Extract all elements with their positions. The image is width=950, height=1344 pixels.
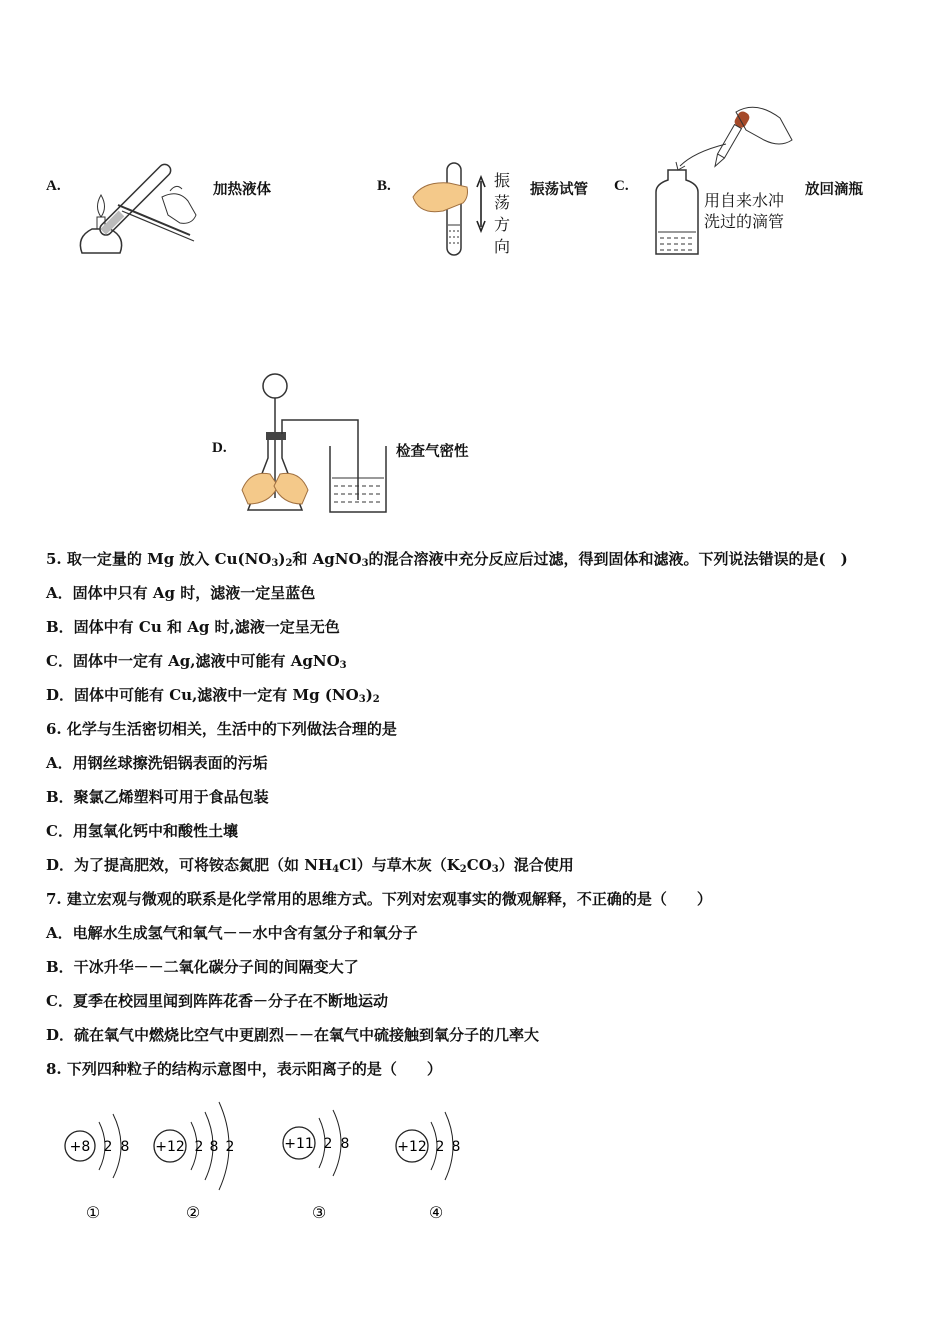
particle-label: ③: [311, 1203, 327, 1222]
option-d-caption: 检查气密性: [396, 444, 469, 460]
shake-char: 荡: [494, 193, 511, 212]
particle-label: ④: [428, 1203, 444, 1222]
particle-label: ②: [185, 1203, 201, 1222]
question-6-stem: 6. 化学与生活密切相关，生活中的下列做法合理的是: [46, 720, 397, 738]
shake-char: 向: [494, 237, 511, 256]
particle-label: ①: [85, 1203, 101, 1222]
shell-electrons: 8: [120, 1139, 130, 1155]
shell-electrons: 2: [194, 1139, 204, 1155]
option-d-letter: D.: [212, 440, 227, 456]
dropper-note-line: 洗过的滴管: [704, 212, 785, 231]
nucleus-charge: +12: [397, 1139, 427, 1155]
option-b-letter: B.: [377, 178, 391, 194]
question-5-stem: 5. 取一定量的 Mg 放入 $Cu(NO_3)_2$和 AgNO$_3$的混合溶液中充分反应后过滤，得到固体和滤液。下列说法错误的是( ): [46, 550, 848, 569]
particle-3[interactable]: [283, 1110, 349, 1222]
option-c-caption: 放回滴瓶: [805, 182, 863, 198]
shake-direction-label: [494, 170, 510, 258]
option-c-letter: C.: [614, 178, 629, 194]
shell-electrons: 2: [225, 1139, 235, 1155]
question-7-stem: 7. 建立宏观与微观的联系是化学常用的思维方式。下列对宏观事实的微观解释，不正确的是（ ）: [46, 890, 712, 908]
shell-electrons: 8: [209, 1139, 219, 1155]
shaking-tube-figure: [405, 155, 495, 260]
shell-electrons: 2: [103, 1139, 113, 1155]
shell-electrons: 8: [451, 1139, 461, 1155]
question-5-option-d[interactable]: D．固体中可能有 Cu,滤液中一定有 Mg $(NO_3)_2$: [46, 686, 380, 705]
dropper-note: [704, 190, 784, 232]
shake-char: 振: [494, 171, 511, 190]
shell-electrons: 2: [323, 1136, 333, 1152]
question-6-option-a[interactable]: A．用钢丝球擦洗铝锅表面的污垢: [46, 754, 268, 772]
option-b-caption: 振荡试管: [530, 182, 588, 198]
question-6-option-b[interactable]: B．聚氯乙烯塑料可用于食品包装: [46, 788, 269, 806]
question-5-option-a[interactable]: A．固体中只有 Ag 时，滤液一定呈蓝色: [46, 584, 316, 602]
question-5-option-c[interactable]: C．固体中一定有 Ag,滤液中可能有 AgNO$_3$: [46, 652, 347, 671]
shake-char: 方: [494, 215, 511, 234]
particle-2[interactable]: [154, 1102, 234, 1222]
particle-4[interactable]: [396, 1112, 460, 1222]
particle-diagrams: [55, 1088, 475, 1228]
nucleus-charge: +11: [284, 1136, 314, 1152]
option-a-caption: 加热液体: [213, 182, 271, 198]
particle-1[interactable]: [65, 1114, 129, 1222]
question-7-option-d[interactable]: D．硫在氧气中燃烧比空气中更剧烈－－在氧气中硫接触到氧分子的几率大: [46, 1026, 540, 1044]
option-a-letter: A.: [46, 178, 61, 194]
question-8-stem: 8. 下列四种粒子的结构示意图中，表示阳离子的是（ ）: [46, 1060, 442, 1078]
nucleus-charge: +8: [69, 1139, 91, 1155]
heating-liquid-figure: [70, 145, 205, 260]
question-7-option-c[interactable]: C．夏季在校园里闻到阵阵花香－分子在不断地运动: [46, 992, 388, 1010]
question-6-option-c[interactable]: C．用氢氧化钙中和酸性土壤: [46, 822, 238, 840]
dropper-bottle-figure: [640, 100, 800, 260]
nucleus-charge: +12: [155, 1139, 185, 1155]
question-7-option-a[interactable]: A．电解水生成氢气和氧气－－水中含有氢分子和氧分子: [46, 924, 418, 942]
shell-electrons: 8: [340, 1136, 350, 1152]
question-7-option-b[interactable]: B．干冰升华－－二氧化碳分子间的间隔变大了: [46, 958, 359, 976]
question-5-option-b[interactable]: B．固体中有 Cu 和 Ag 时,滤液一定呈无色: [46, 618, 340, 636]
shell-electrons: 2: [435, 1139, 445, 1155]
airtightness-figure: [238, 370, 393, 520]
question-6-option-d[interactable]: D．为了提高肥效，可将铵态氮肥（如 $NH_4Cl$）与草木灰$(K_2CO_3)$混合使用: [46, 856, 574, 875]
dropper-note-line: 用自来水冲: [704, 191, 785, 210]
